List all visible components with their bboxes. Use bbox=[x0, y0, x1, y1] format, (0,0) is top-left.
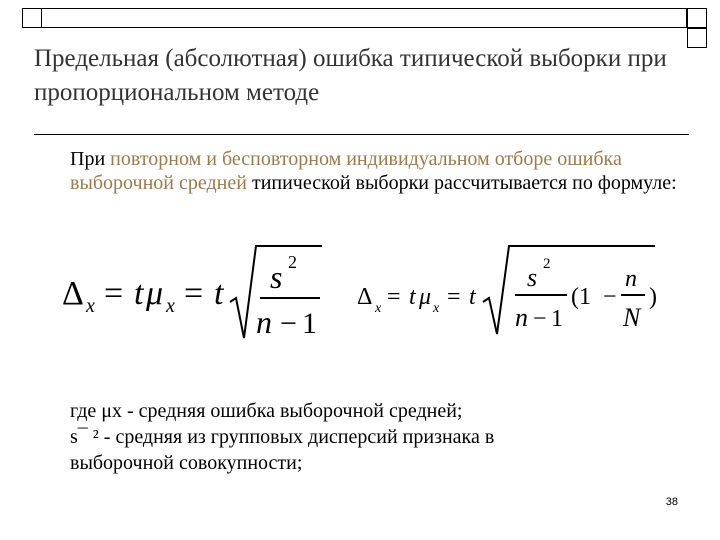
f2-delta: Δ bbox=[357, 284, 373, 310]
f1-eq1: = bbox=[104, 275, 124, 312]
intro-accent-1: повторном и бесповторном индивидуальном отборе bbox=[110, 148, 553, 170]
f2-eq1: = bbox=[387, 284, 401, 310]
intro-text-1: При bbox=[70, 148, 111, 170]
f2-sup: 2 bbox=[543, 256, 551, 272]
note-line-3: выборочной совокупности; bbox=[70, 452, 303, 474]
f1-t1: t bbox=[134, 275, 144, 312]
f2-big-N: N bbox=[623, 303, 641, 332]
f1-sup: 2 bbox=[288, 252, 297, 272]
corner-square-right bbox=[687, 8, 707, 28]
f2-sub-x2: x bbox=[433, 301, 440, 316]
f2-num: s bbox=[527, 263, 538, 292]
notes-paragraph bbox=[70, 398, 690, 476]
title-divider bbox=[34, 134, 689, 135]
f1-sub-x: x bbox=[86, 295, 95, 317]
intro-paragraph bbox=[70, 147, 690, 195]
f2-den-n: n bbox=[515, 303, 528, 332]
f1-eq2: = bbox=[184, 275, 204, 312]
f1-num: s bbox=[270, 259, 283, 295]
f2-small-n: n bbox=[625, 266, 637, 292]
f1-den-one: 1 bbox=[302, 307, 317, 340]
f2-mu: μ bbox=[419, 284, 432, 310]
f1-sub-x2: x bbox=[166, 295, 175, 317]
note-line-1: где μх - средняя ошибка выборочной средней; bbox=[70, 400, 463, 422]
f2-den-one: 1 bbox=[551, 306, 563, 332]
top-band bbox=[22, 8, 687, 28]
f2-rparen: ) bbox=[649, 284, 657, 310]
f1-t2: t bbox=[214, 275, 224, 312]
f1-den-minus: − bbox=[280, 307, 297, 340]
formula-repeated bbox=[60, 240, 340, 345]
f1-delta: Δ bbox=[62, 275, 84, 312]
intro-accent-2: ошибка выборочной средней bbox=[70, 148, 622, 194]
corner-square-left bbox=[22, 8, 42, 28]
f2-den-minus: − bbox=[533, 306, 547, 332]
formula-nonrepeated bbox=[355, 240, 675, 340]
page-number: 38 bbox=[665, 496, 678, 508]
f2-lparen: (1 bbox=[571, 284, 591, 310]
f2-eq2: = bbox=[447, 284, 461, 310]
note-line-2: s¯ ² - средняя из групповых дисперсий признака в bbox=[70, 426, 495, 448]
f1-mu: μ bbox=[146, 275, 164, 312]
f2-t1: t bbox=[409, 284, 416, 310]
f2-minus: − bbox=[603, 284, 617, 310]
corner-square-right-lower bbox=[687, 28, 707, 48]
intro-text-3: типической выборки рассчитывается по формуле: bbox=[246, 172, 677, 194]
f2-sub-x: x bbox=[375, 301, 382, 316]
slide-title: Предельная (абсолютная) ошибка типической выборки при пропорциональном методе bbox=[34, 45, 667, 106]
f1-den-n: n bbox=[256, 304, 272, 340]
f2-t2: t bbox=[469, 284, 476, 310]
